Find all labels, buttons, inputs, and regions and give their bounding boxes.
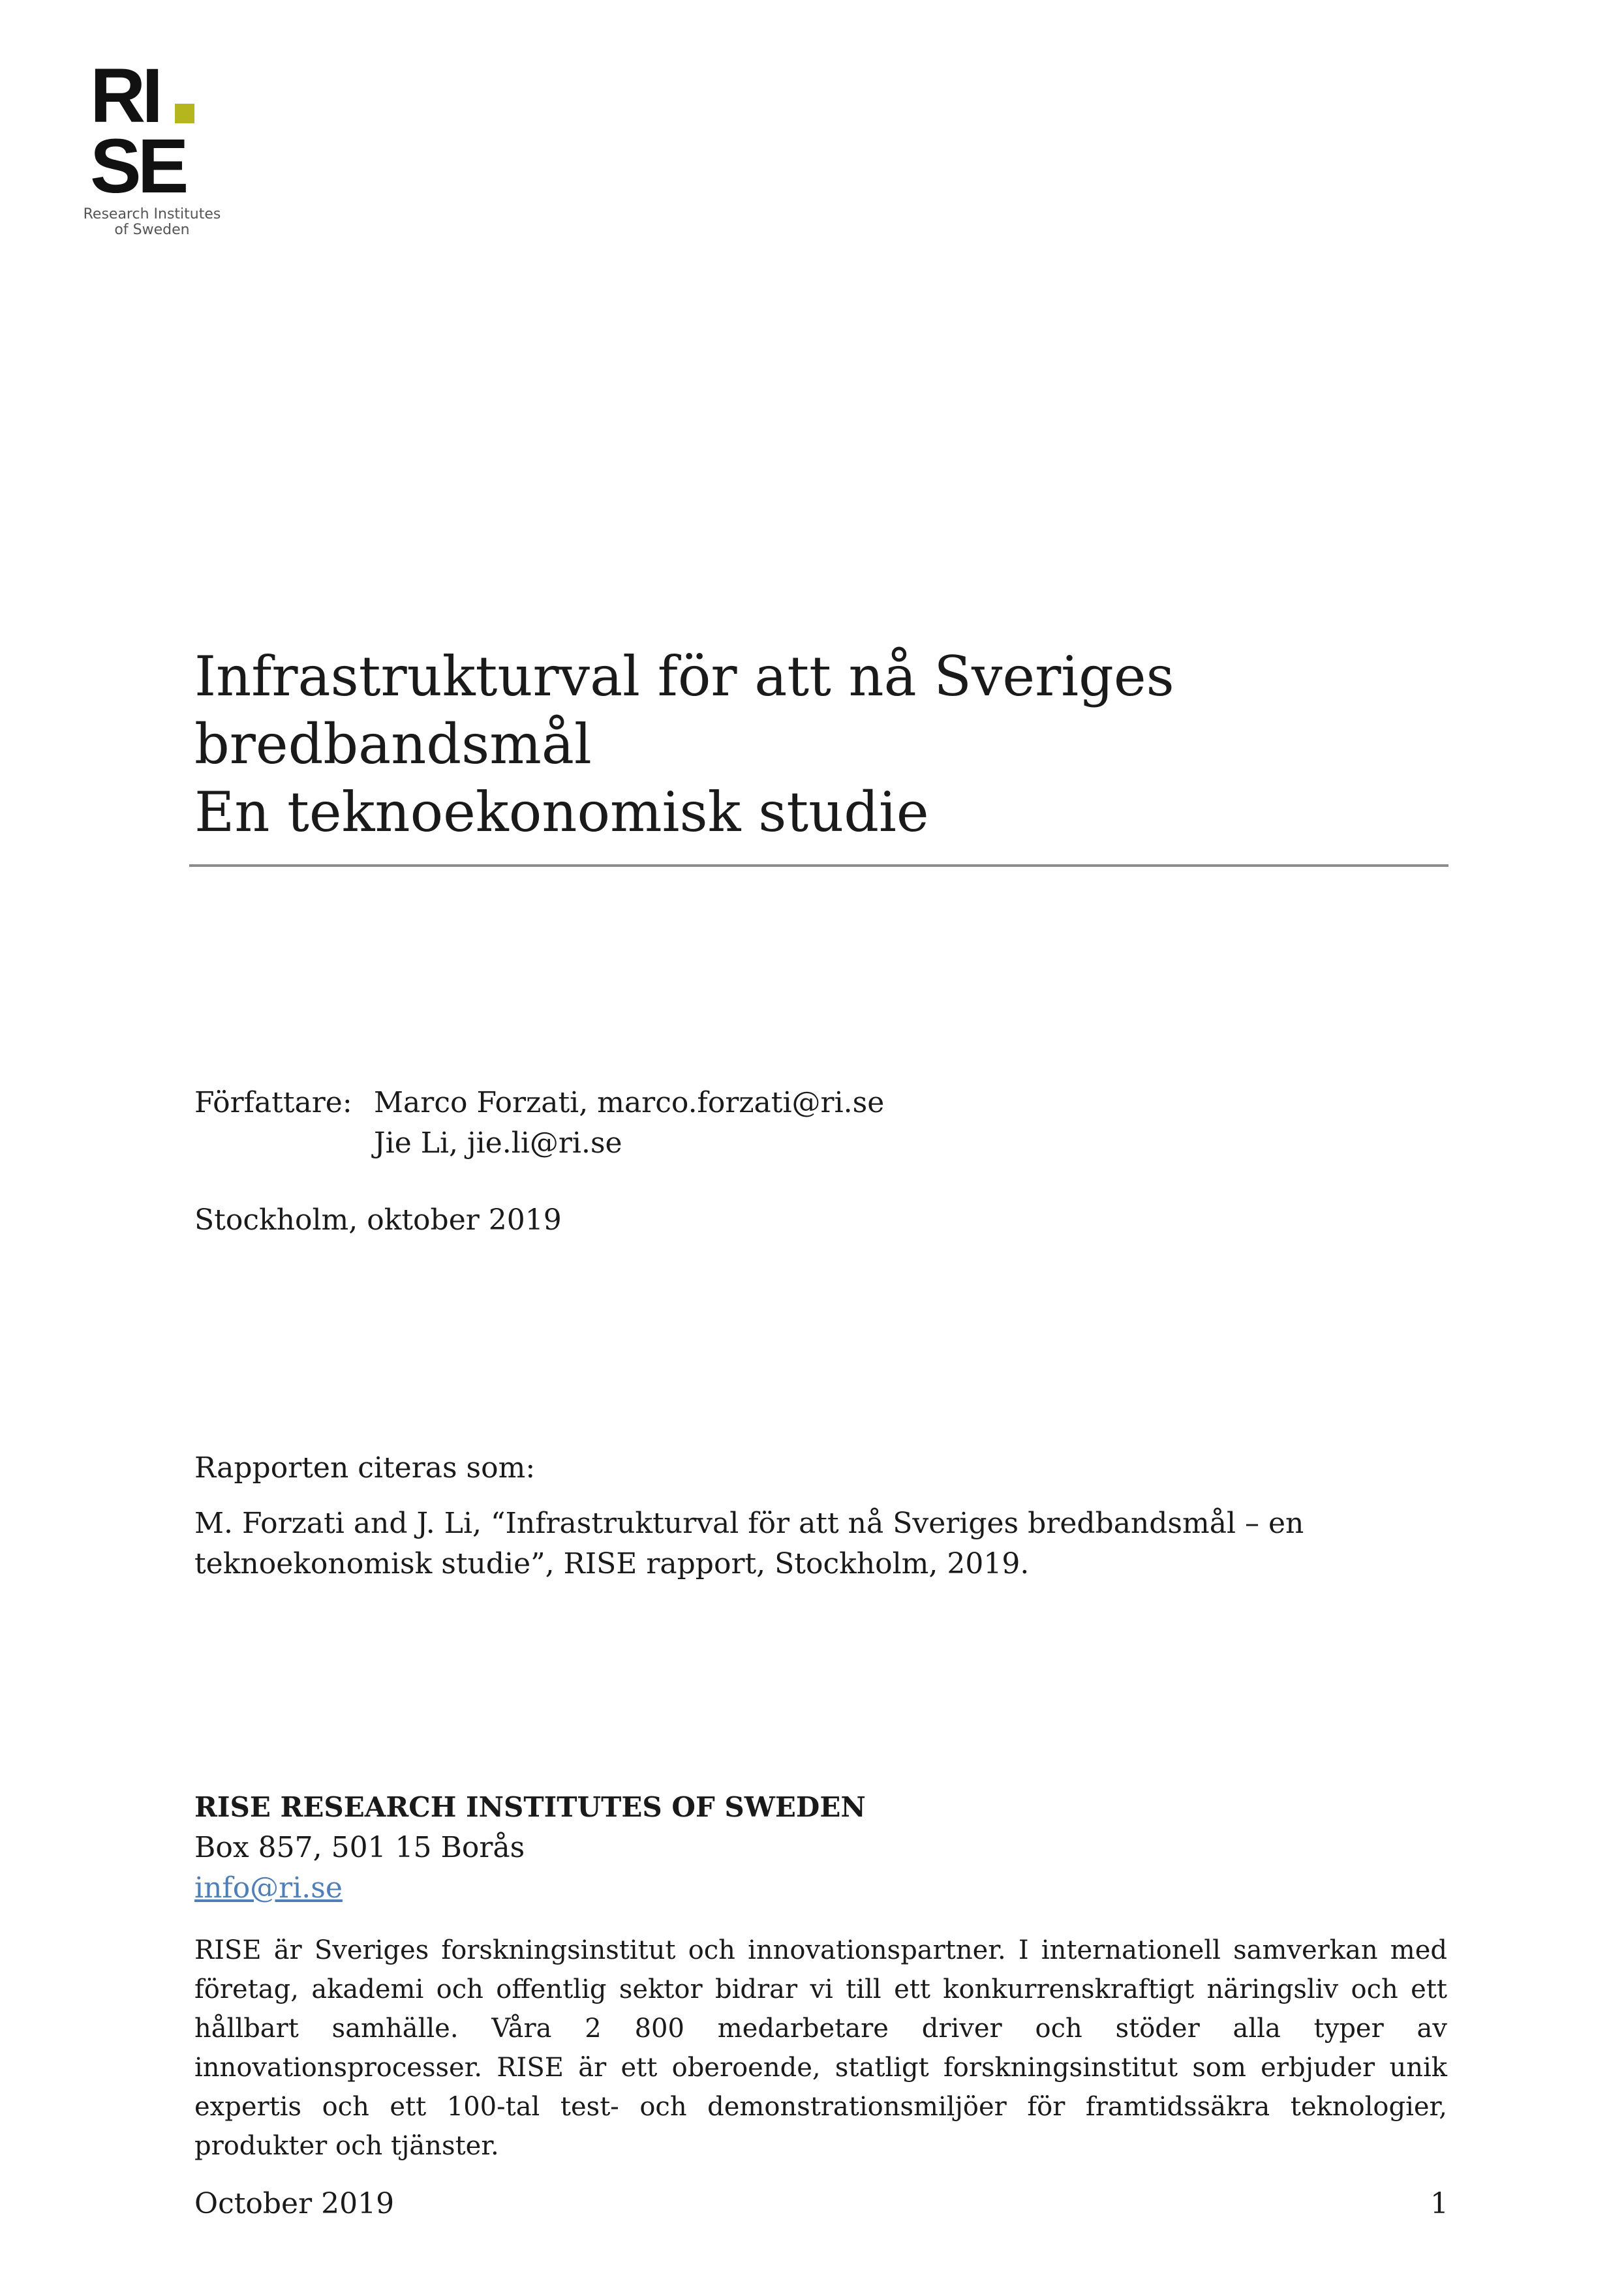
citation-label: Rapporten citeras som: <box>194 1451 536 1485</box>
title-divider <box>189 864 1448 867</box>
organization-description: RISE är Sveriges forskningsinstitut och innovationspartner. I internationell samverkan med företag, akademi och offentlig sektor bidrar vi till ett konkurrenskraftigt näringsliv och ett hållbart samhälle. Våra 2 800 medarbetare driver och stöder alla typer av innovationsprocesser. RISE är ett oberoende, statligt forskningsinstitut som erbjuder unik expertis och ett 100-tal test- och demonstrationsmiljöer för framtidssäkra teknologier, produkter och tjänster. <box>194 1935 1447 2161</box>
page-number: 1 <box>1430 2187 1448 2220</box>
organization-name: RISE RESEARCH INSTITUTES OF SWEDEN <box>194 1791 866 1823</box>
title-line-2: bredbandsmål <box>194 712 592 776</box>
authors-label: Författare: <box>194 1086 352 1119</box>
author-2: Jie Li, jie.li@ri.se <box>374 1126 622 1160</box>
footer-date: October 2019 <box>194 2187 395 2220</box>
title-line-1: Infrastrukturval för att nå Sveriges <box>194 644 1174 708</box>
logo-tagline <box>77 207 227 238</box>
citation-text: M. Forzati and J. Li, “Infrastrukturval för att nå Sveriges bredbandsmål – en teknoekonomisk studie”, RISE rapport, Stockholm, 2019. <box>194 1507 1304 1580</box>
rise-logo-mark <box>90 62 221 198</box>
place-date: Stockholm, oktober 2019 <box>194 1203 562 1237</box>
author-1: Marco Forzati, marco.forzati@ri.se <box>374 1086 885 1119</box>
title-line-3: En teknoekonomisk studie <box>194 780 929 844</box>
organization-address: Box 857, 501 15 Borås <box>194 1831 525 1864</box>
document-title <box>194 642 1467 846</box>
logo-tagline-line1: Research Institutes <box>83 206 221 222</box>
organization-email-link[interactable]: info@ri.se <box>194 1871 343 1905</box>
logo-text-top: RI <box>90 62 159 139</box>
logo-text-bottom: SE <box>90 123 185 198</box>
logo-accent-square <box>175 104 194 123</box>
logo-tagline-line2: of Sweden <box>114 222 190 238</box>
rise-logo <box>77 62 227 251</box>
